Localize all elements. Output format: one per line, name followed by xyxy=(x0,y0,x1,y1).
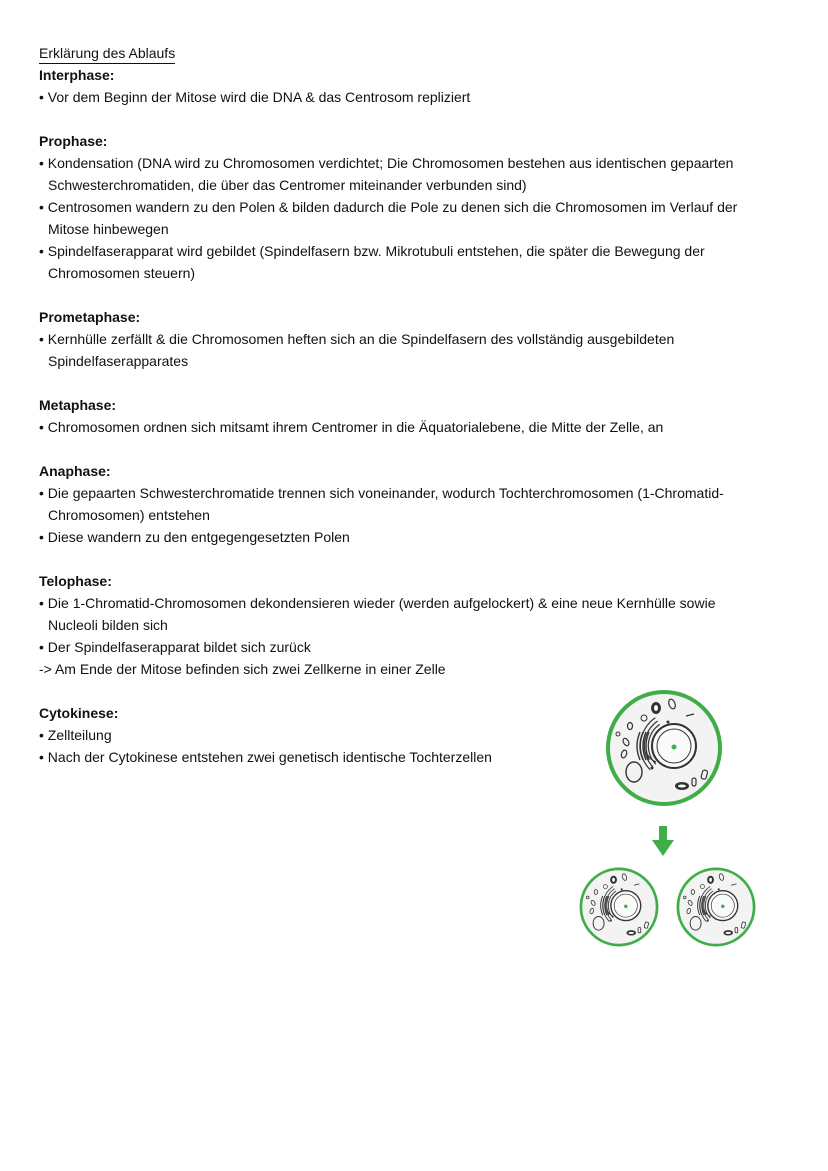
parent-cell xyxy=(608,692,720,804)
bullet-line: • Spindelfaserapparat wird gebildet (Spindelfasern bzw. Mikrotubuli entstehen, die später die Bewegung der xyxy=(39,243,705,259)
daughter-cell-left xyxy=(581,869,657,945)
bullet-line: • Die 1-Chromatid-Chromosomen dekondensieren wieder (werden aufgelockert) & eine neue Kernhülle sowie xyxy=(39,595,716,611)
bullet-line: • Diese wandern zu den entgegengesetzten Polen xyxy=(39,529,350,545)
section-telophase xyxy=(39,570,779,680)
daughter-cell-right xyxy=(678,869,754,945)
bullet-line: • Zellteilung xyxy=(39,727,112,743)
bullet-line: Spindelfaserapparates xyxy=(48,353,189,369)
down-arrow-icon xyxy=(652,826,674,856)
bullet-line: • Centrosomen wandern zu den Polen & bilden dadurch die Pole zu denen sich die Chromosomen im Verlauf der xyxy=(39,199,738,215)
section-heading: Anaphase: xyxy=(39,463,111,479)
section-metaphase xyxy=(39,394,779,438)
document-page xyxy=(39,43,779,768)
section-anaphase xyxy=(39,460,779,548)
sections-container xyxy=(39,64,779,768)
section-heading: Prophase: xyxy=(39,133,108,149)
bullet-line: Mitose hinbewegen xyxy=(48,221,169,237)
section-prometaphase xyxy=(39,306,779,372)
bullet-line: -> Am Ende der Mitose befinden sich zwei Zellkerne in einer Zelle xyxy=(39,661,446,677)
bullet-line: • Der Spindelfaserapparat bildet sich zurück xyxy=(39,639,311,655)
section-heading: Prometaphase: xyxy=(39,309,141,325)
section-prophase xyxy=(39,130,779,284)
section-heading: Cytokinese: xyxy=(39,705,119,721)
bullet-line: Nucleoli bilden sich xyxy=(48,617,168,633)
document-title: Erklärung des Ablaufs xyxy=(39,43,175,64)
bullet-line: • Vor dem Beginn der Mitose wird die DNA & das Centrosom repliziert xyxy=(39,89,471,105)
bullet-line: Schwesterchromatiden, die über das Centromer miteinander verbunden sind) xyxy=(48,177,527,193)
bullet-line: • Chromosomen ordnen sich mitsamt ihrem Centromer in die Äquatorialebene, die Mitte der Zelle, an xyxy=(39,419,664,435)
bullet-line: • Die gepaarten Schwesterchromatide trennen sich voneinander, wodurch Tochterchromosomen (1-Chromatid- xyxy=(39,485,724,501)
section-heading: Telophase: xyxy=(39,573,112,589)
cell-division-illustration xyxy=(576,690,760,952)
bullet-line: • Nach der Cytokinese entstehen zwei genetisch identische Tochterzellen xyxy=(39,749,492,765)
section-interphase xyxy=(39,64,779,108)
bullet-line: • Kondensation (DNA wird zu Chromosomen verdichtet; Die Chromosomen bestehen aus identischen gepaarten xyxy=(39,155,734,171)
section-heading: Metaphase: xyxy=(39,397,117,413)
bullet-line: Chromosomen) entstehen xyxy=(48,507,210,523)
bullet-line: Chromosomen steuern) xyxy=(48,265,196,281)
section-heading: Interphase: xyxy=(39,67,115,83)
bullet-line: • Kernhülle zerfällt & die Chromosomen heften sich an die Spindelfasern des vollständig ausgebildeten xyxy=(39,331,675,347)
